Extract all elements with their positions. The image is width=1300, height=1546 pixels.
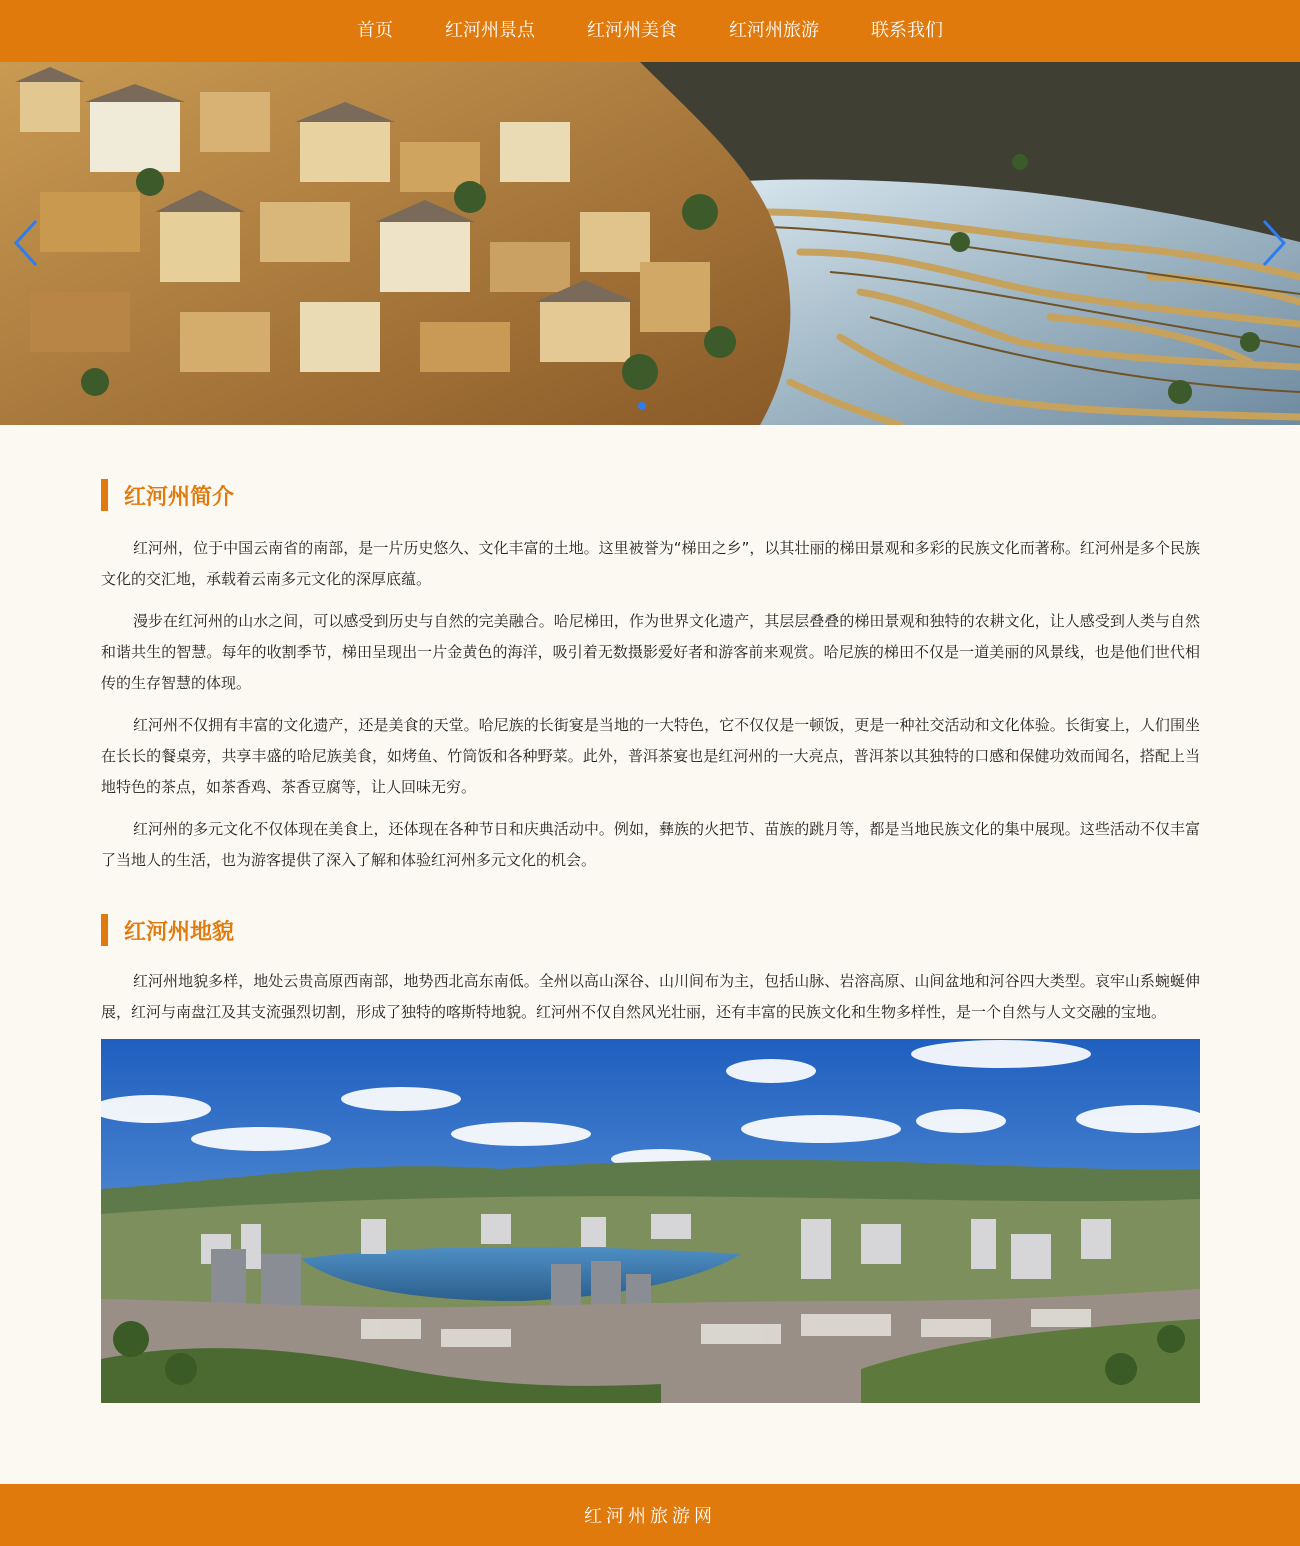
nav-travel[interactable]: 红河州旅游: [729, 20, 819, 41]
site-footer: [0, 1484, 1300, 1546]
chevron-left-icon[interactable]: [6, 217, 46, 269]
landform-title: 红河州地貌: [124, 919, 235, 945]
main-content: [101, 425, 1200, 1403]
footer-text: 红河州旅游网: [584, 1506, 716, 1527]
heading-accent-bar: [101, 479, 108, 511]
intro-paragraph: 红河州不仅拥有丰富的文化遗产，还是美食的天堂。哈尼族的长街宴是当地的一大特色，它不仅仅是一顿饭，更是一种社交活动和文化体验。长街宴上，人们围坐在长长的餐桌旁，共享丰盛的哈尼族美食，如烤鱼、竹筒饭和各种野菜。此外，普洱茶宴也是红河州的一大亮点，普洱茶以其独特的口感和保健功效而闻名，搭配上当地特色的茶点，如茶香鸡、茶香豆腐等，让人回味无穷。: [101, 716, 1200, 796]
nav-contact[interactable]: 联系我们: [871, 20, 943, 41]
heading-accent-bar: [101, 914, 108, 946]
nav-attractions[interactable]: 红河州景点: [445, 20, 535, 41]
intro-paragraph: 红河州，位于中国云南省的南部，是一片历史悠久、文化丰富的土地。这里被誉为“梯田之乡”，以其壮丽的梯田景观和多彩的民族文化而著称。红河州是多个民族文化的交汇地，承载着云南多元文化的深厚底蕴。: [101, 539, 1200, 588]
intro-paragraph: 漫步在红河州的山水之间，可以感受到历史与自然的完美融合。哈尼梯田，作为世界文化遗产，其层层叠叠的梯田景观和独特的农耕文化，让人感受到人类与自然和谐共生的智慧。每年的收割季节，梯田呈现出一片金黄色的海洋，吸引着无数摄影爱好者和游客前来观赏。哈尼族的梯田不仅是一道美丽的风景线，也是他们世代相传的生存智慧的体现。: [101, 612, 1200, 692]
nav-home[interactable]: 首页: [357, 20, 393, 41]
top-nav: [0, 0, 1300, 62]
carousel-indicator[interactable]: [638, 402, 646, 410]
terraced-village-image: [0, 62, 1300, 425]
landform-section: [101, 914, 1200, 1403]
intro-heading: [101, 479, 1200, 511]
nav-food[interactable]: 红河州美食: [587, 20, 677, 41]
landform-paragraph: 红河州地貌多样，地处云贵高原西南部，地势西北高东南低。全州以高山深谷、山川间布为主，包括山脉、岩溶高原、山间盆地和河谷四大类型。哀牢山系蜿蜒伸展，红河与南盘江及其支流强烈切割，形成了独特的喀斯特地貌。红河州不仅自然风光壮丽，还有丰富的民族文化和生物多样性，是一个自然与人文交融的宝地。: [101, 972, 1200, 1021]
chevron-right-icon[interactable]: [1254, 217, 1294, 269]
hero-carousel: [0, 62, 1300, 425]
landform-heading: [101, 914, 1200, 946]
city-panorama-image: [101, 1039, 1200, 1403]
intro-title: 红河州简介: [124, 484, 235, 510]
intro-paragraph: 红河州的多元文化不仅体现在美食上，还体现在各种节日和庆典活动中。例如，彝族的火把节、苗族的跳月等，都是当地民族文化的集中展现。这些活动不仅丰富了当地人的生活，也为游客提供了深入了解和体验红河州多元文化的机会。: [101, 820, 1200, 869]
